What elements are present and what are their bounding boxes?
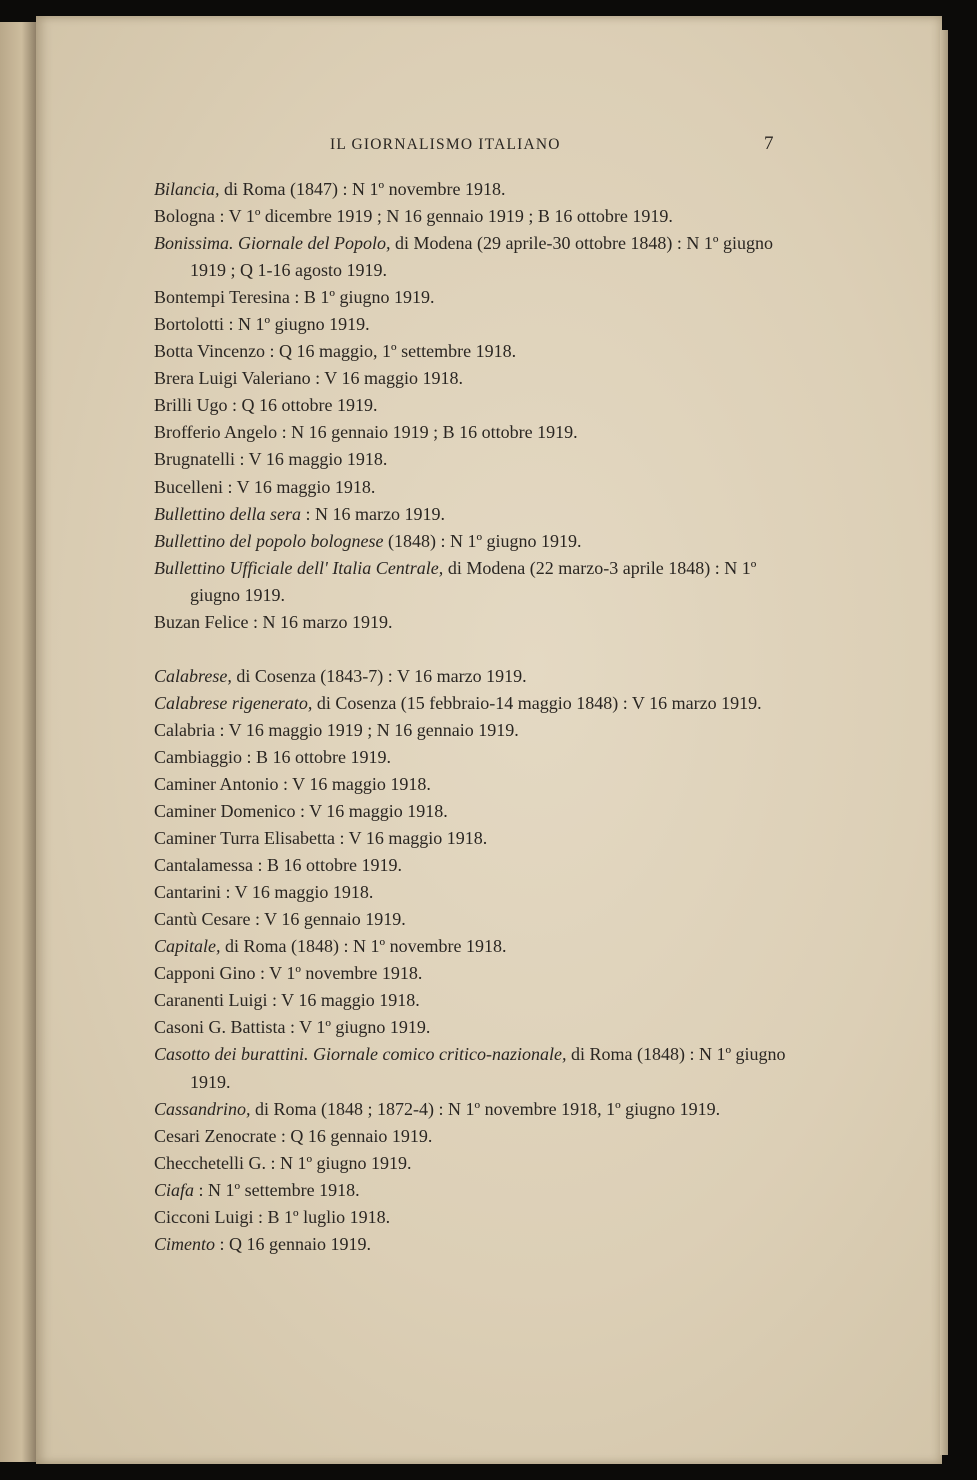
index-entry (154, 1177, 794, 1204)
index-entry (154, 1014, 794, 1041)
index-entry (154, 825, 794, 852)
entry-text: Bucelleni : V 16 maggio 1918. (154, 476, 376, 497)
index-entry (154, 717, 794, 744)
entry-text: Brugnatelli : V 16 maggio 1918. (154, 449, 388, 470)
entry-text: : Q 16 gennaio 1919. (215, 1233, 371, 1254)
page-stack-edge (940, 30, 948, 1455)
entry-text: Capponi Gino : V 1º novembre 1918. (154, 963, 423, 984)
entry-title: Cassandrino, (154, 1098, 251, 1119)
index-entry (154, 284, 794, 311)
entry-title: Bonissima. Giornale del Popolo, (154, 233, 391, 254)
index-entry (154, 960, 794, 987)
entry-title: Calabrese, (154, 665, 232, 686)
index-entries (154, 176, 794, 1258)
index-entry (154, 1231, 794, 1258)
index-entry (154, 419, 794, 446)
entry-text: di Cosenza (15 febbraio-14 maggio 1848) : V 16 marzo 1919. (312, 692, 762, 713)
index-entry (154, 879, 794, 906)
entry-text: Cantalamessa : B 16 ottobre 1919. (154, 855, 402, 876)
index-entry (154, 609, 794, 636)
running-title: IL GIORNALISMO ITALIANO (330, 136, 561, 153)
index-entry (154, 744, 794, 771)
entry-text: Brofferio Angelo : N 16 gennaio 1919 ; B 16 ottobre 1919. (154, 422, 578, 443)
entry-title: Casotto dei burattini. Giornale comico critico-nazionale, (154, 1044, 567, 1065)
entry-text: Botta Vincenzo : Q 16 maggio, 1º settembre 1918. (154, 341, 517, 362)
index-entry (154, 852, 794, 879)
entry-text: di Roma (1848) : N 1º giugno 1919. (190, 1044, 786, 1092)
facing-page-edge (0, 22, 36, 1462)
index-entry (154, 446, 794, 473)
index-entry (154, 176, 794, 203)
entry-text: di Roma (1848 ; 1872-4) : N 1º novembre 1918, 1º giugno 1919. (250, 1098, 721, 1119)
index-entry (154, 392, 794, 419)
index-entry (154, 798, 794, 825)
entry-text: Cantarini : V 16 maggio 1918. (154, 882, 374, 903)
section-gap (154, 636, 794, 663)
entry-title: Capitale, (154, 936, 221, 957)
entry-text: di Roma (1847) : N 1º novembre 1918. (219, 179, 506, 199)
entry-text: Checchetelli G. : N 1º giugno 1919. (154, 1152, 412, 1173)
entry-title: Cimento (154, 1233, 215, 1254)
index-entry (154, 338, 794, 365)
entry-text: Caminer Turra Elisabetta : V 16 maggio 1918. (154, 828, 488, 849)
index-entry (154, 933, 794, 960)
entries-group-c (154, 663, 794, 1258)
index-entry (154, 555, 794, 609)
entry-title: Ciafa (154, 1179, 195, 1200)
entry-text: di Modena (22 marzo-3 aprile 1848) : N 1º giugno 1919. (190, 557, 757, 605)
entry-text: di Cosenza (1843-7) : V 16 marzo 1919. (231, 665, 527, 686)
entry-text: : N 16 marzo 1919. (300, 503, 445, 524)
index-entry (154, 1204, 794, 1231)
entry-text: Bologna : V 1º dicembre 1919 ; N 16 gennaio 1919 ; B 16 ottobre 1919. (154, 206, 673, 227)
index-entry (154, 501, 794, 528)
index-entry (154, 528, 794, 555)
entry-title: Bullettino del popolo bolognese (154, 530, 384, 551)
entry-title: Bullettino della sera (154, 503, 301, 524)
index-entry (154, 1096, 794, 1123)
entry-text: Brilli Ugo : Q 16 ottobre 1919. (154, 395, 378, 416)
entry-text: Bontempi Teresina : B 1º giugno 1919. (154, 287, 435, 308)
index-entry (154, 771, 794, 798)
index-entry (154, 1150, 794, 1177)
index-entry (154, 987, 794, 1014)
entry-text: Cambiaggio : B 16 ottobre 1919. (154, 746, 391, 767)
entry-text: Caminer Domenico : V 16 maggio 1918. (154, 801, 448, 822)
entry-text: Brera Luigi Valeriano : V 16 maggio 1918. (154, 368, 463, 389)
entry-text: Cantù Cesare : V 16 gennaio 1919. (154, 909, 406, 930)
entry-text: Cicconi Luigi : B 1º luglio 1918. (154, 1206, 391, 1227)
index-entry (154, 230, 794, 284)
index-entry (154, 906, 794, 933)
entry-text: di Roma (1848) : N 1º novembre 1918. (220, 936, 507, 957)
entry-title: Bilancia, (154, 179, 220, 199)
index-entry (154, 203, 794, 230)
entry-text: Buzan Felice : N 16 marzo 1919. (154, 611, 393, 632)
entry-text: Calabria : V 16 maggio 1919 ; N 16 gennaio 1919. (154, 719, 519, 740)
entry-text: Bortolotti : N 1º giugno 1919. (154, 314, 370, 335)
entry-text: : N 1º settembre 1918. (194, 1179, 360, 1200)
entry-text: (1848) : N 1º giugno 1919. (383, 530, 582, 551)
index-entry (154, 1041, 794, 1095)
index-entry (154, 663, 794, 690)
index-entry (154, 311, 794, 338)
entries-group-b (154, 176, 794, 636)
index-entry (154, 474, 794, 501)
entry-text: Caranenti Luigi : V 16 maggio 1918. (154, 990, 420, 1011)
index-entry (154, 690, 794, 717)
entry-title: Bullettino Ufficiale dell' Italia Centrale, (154, 557, 444, 578)
index-entry (154, 365, 794, 392)
entry-text: Caminer Antonio : V 16 maggio 1918. (154, 773, 431, 794)
entry-text: Casoni G. Battista : V 1º giugno 1919. (154, 1017, 431, 1038)
entry-text: di Modena (29 aprile-30 ottobre 1848) : N 1º giugno 1919 ; Q 1-16 agosto 1919. (190, 233, 774, 281)
page-number: 7 (764, 133, 774, 154)
index-entry (154, 1123, 794, 1150)
entry-text: Cesari Zenocrate : Q 16 gennaio 1919. (154, 1125, 433, 1146)
entry-title: Calabrese rigenerato, (154, 692, 313, 713)
